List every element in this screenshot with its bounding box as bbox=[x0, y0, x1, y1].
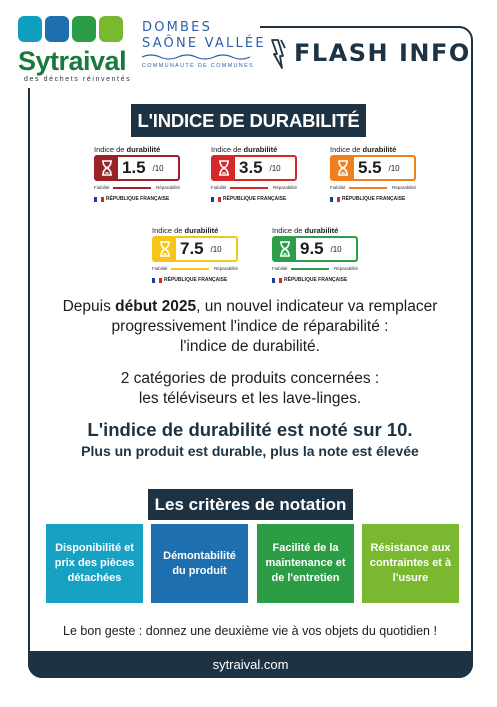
durability-label-5 bbox=[272, 226, 360, 292]
logo-squares bbox=[18, 16, 138, 46]
community-line2: SAÔNE VALLÉE bbox=[142, 36, 266, 51]
label-out-of: /10 bbox=[152, 164, 164, 173]
french-flag-icon bbox=[330, 197, 340, 202]
label-republic: RÉPUBLIQUE FRANÇAISE bbox=[164, 277, 228, 283]
label-heading bbox=[211, 145, 277, 154]
label-score: 1.5 bbox=[122, 158, 146, 177]
highlight-line2: Plus un produit est durable, plus la note est élevée bbox=[81, 443, 419, 459]
label-axis-right: Réparabilité bbox=[333, 266, 358, 271]
hourglass-icon bbox=[154, 238, 176, 260]
criterion-spare-parts-text: Disponibilité et prix des pièces détachées bbox=[54, 542, 135, 584]
durability-label-2 bbox=[211, 145, 299, 211]
criterion-spare-parts bbox=[46, 524, 143, 603]
label-axis-right: Réparabilité bbox=[272, 185, 297, 190]
label-republic: RÉPUBLIQUE FRANÇAISE bbox=[342, 196, 406, 202]
french-flag-icon bbox=[94, 197, 104, 202]
intro-line3: l'indice de durabilité. bbox=[180, 338, 320, 355]
label-score-box bbox=[330, 155, 416, 181]
french-flag-icon bbox=[152, 278, 162, 283]
label-axis-line bbox=[230, 187, 268, 189]
sytraival-logo bbox=[18, 16, 138, 82]
flash-info-title: FLASH INFO bbox=[294, 39, 471, 67]
label-axis-left: Fiabilité bbox=[330, 185, 346, 190]
label-axis-line bbox=[113, 187, 151, 189]
label-score: 3.5 bbox=[239, 158, 263, 177]
label-axis-line bbox=[291, 268, 329, 270]
community-line3: COMMUNAUTÉ DE COMMUNES bbox=[142, 63, 255, 69]
label-republic: RÉPUBLIQUE FRANÇAISE bbox=[284, 277, 348, 283]
label-axis-right: Réparabilité bbox=[155, 185, 180, 190]
intro-part2: , un nouvel indicateur va remplacer bbox=[196, 298, 438, 315]
logo-square-3 bbox=[72, 16, 96, 42]
intro-line2: progressivement l'indice de réparabilité : bbox=[111, 318, 389, 335]
criterion-disassembly-text: Démontabilité du produit bbox=[163, 549, 236, 577]
label-axis-right: Réparabilité bbox=[391, 185, 416, 190]
footer-website[interactable]: sytraival.com bbox=[212, 657, 289, 672]
label-out-of: /10 bbox=[269, 164, 281, 173]
logo-square-4 bbox=[99, 16, 123, 42]
label-bold: durabilité bbox=[243, 145, 278, 154]
criterion-disassembly bbox=[151, 524, 248, 603]
criterion-maintenance-text: Facilité de la maintenance et de l'entretien bbox=[265, 542, 346, 584]
lightning-icon bbox=[268, 36, 290, 70]
label-bold: durabilité bbox=[362, 145, 397, 154]
label-heading bbox=[94, 145, 160, 154]
label-axis-right: Réparabilité bbox=[213, 266, 238, 271]
wave-icon bbox=[142, 53, 250, 61]
intro-bold: début 2025 bbox=[115, 298, 197, 315]
label-axis-left: Fiabilité bbox=[152, 266, 168, 271]
label-prefix: Indice de bbox=[94, 145, 127, 154]
hourglass-icon bbox=[274, 238, 296, 260]
label-heading bbox=[272, 226, 338, 235]
label-heading bbox=[330, 145, 396, 154]
label-republic: RÉPUBLIQUE FRANÇAISE bbox=[223, 196, 287, 202]
hourglass-icon bbox=[96, 157, 118, 179]
intro-text bbox=[30, 297, 470, 357]
community-logo bbox=[142, 20, 266, 76]
categories-text bbox=[30, 369, 470, 409]
label-bold: durabilité bbox=[304, 226, 339, 235]
durability-label-1 bbox=[94, 145, 182, 211]
label-bold: durabilité bbox=[126, 145, 161, 154]
good-gesture-tip: Le bon geste : donnez une deuxième vie à vos objets du quotidien ! bbox=[63, 624, 437, 638]
logo-square-1 bbox=[18, 16, 42, 42]
hourglass-icon bbox=[213, 157, 235, 179]
label-republic: RÉPUBLIQUE FRANÇAISE bbox=[106, 196, 170, 202]
highlight-line1: L'indice de durabilité est noté sur 10. bbox=[87, 419, 413, 440]
logo-square-2 bbox=[45, 16, 69, 42]
label-axis-line bbox=[171, 268, 209, 270]
label-score-box bbox=[152, 236, 238, 262]
criterion-maintenance bbox=[257, 524, 354, 603]
logo-tagline: des déchets réinventés bbox=[24, 76, 132, 83]
label-axis-line bbox=[349, 187, 387, 189]
durability-label-4 bbox=[152, 226, 240, 292]
label-prefix: Indice de bbox=[211, 145, 244, 154]
label-score: 5.5 bbox=[358, 158, 382, 177]
criterion-resistance-text: Résistance aux contraintes et à l'usure bbox=[369, 542, 452, 584]
label-axis-left: Fiabilité bbox=[272, 266, 288, 271]
label-prefix: Indice de bbox=[152, 226, 185, 235]
label-prefix: Indice de bbox=[272, 226, 305, 235]
community-line1: DOMBES bbox=[142, 20, 213, 35]
criterion-resistance bbox=[362, 524, 459, 603]
intro-part1: Depuis bbox=[62, 298, 116, 315]
hourglass-icon bbox=[332, 157, 354, 179]
flash-info-header bbox=[268, 36, 471, 70]
label-score-box bbox=[94, 155, 180, 181]
label-out-of: /10 bbox=[330, 245, 342, 254]
french-flag-icon bbox=[211, 197, 221, 202]
label-prefix: Indice de bbox=[330, 145, 363, 154]
label-score-box bbox=[272, 236, 358, 262]
label-out-of: /10 bbox=[388, 164, 400, 173]
label-score: 9.5 bbox=[300, 239, 324, 258]
logo-brand: Sytraival bbox=[18, 46, 127, 76]
page-title: L'INDICE DE DURABILITÉ bbox=[131, 104, 366, 137]
criteria-title: Les critères de notation bbox=[148, 489, 353, 520]
label-axis-left: Fiabilité bbox=[211, 185, 227, 190]
categories-line2: les téléviseurs et les lave-linges. bbox=[138, 390, 362, 407]
label-score: 7.5 bbox=[180, 239, 204, 258]
label-out-of: /10 bbox=[210, 245, 222, 254]
categories-line1: 2 catégories de produits concernées : bbox=[120, 370, 380, 387]
french-flag-icon bbox=[272, 278, 282, 283]
durability-label-3 bbox=[330, 145, 418, 211]
label-heading bbox=[152, 226, 218, 235]
label-bold: durabilité bbox=[184, 226, 219, 235]
label-score-box bbox=[211, 155, 297, 181]
label-axis-left: Fiabilité bbox=[94, 185, 110, 190]
